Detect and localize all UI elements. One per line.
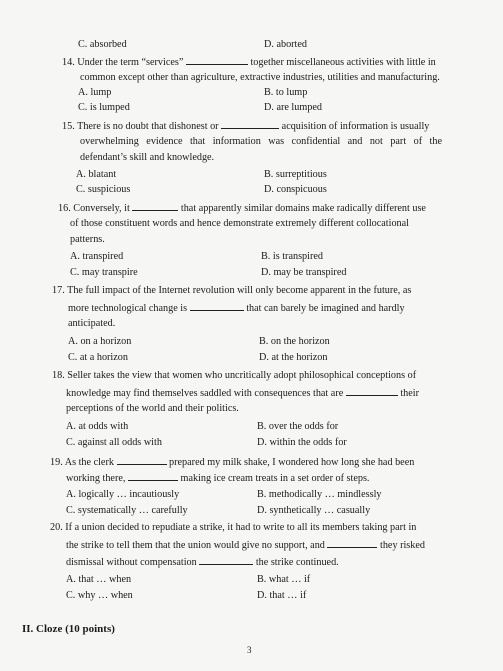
q19-option-c: C. systematically … carefully <box>66 505 188 516</box>
q13-option-d: D. aborted <box>264 39 307 50</box>
q19-stem-end: making ice cream treats in a set order of steps. <box>180 473 370 484</box>
q19-line-1 <box>50 455 414 469</box>
q19-blank-2 <box>128 471 178 481</box>
q20-line-3 <box>66 555 339 569</box>
q14-option-a: A. lump <box>78 87 112 98</box>
q18-stem-end: their <box>400 388 420 399</box>
q16-option-d: D. may be transpired <box>261 267 347 278</box>
q18-option-d: D. within the odds for <box>257 437 347 448</box>
q17-stem-start: more technological change is <box>68 303 188 314</box>
q16-option-c: C. may transpire <box>70 267 138 278</box>
q14-line-2: common except other than agriculture, extractive industries, utilities and manufacturing. <box>80 72 440 83</box>
q15-option-d: D. conspicuous <box>264 184 327 195</box>
q15-line-2: overwhelming evidence that information was confidential and not part of the <box>80 136 442 147</box>
q17-stem-end: that can barely be imagined and hardly <box>246 303 405 314</box>
q17-line-3: anticipated. <box>68 318 116 329</box>
q19-line-2 <box>66 471 369 485</box>
q18-line-3: perceptions of the world and their politics. <box>66 403 239 414</box>
q19-blank-1 <box>117 455 167 465</box>
q19-stem-start: 19. As the clerk <box>50 457 114 468</box>
q16-line-2: of those constituent words and hence demonstrate extremely different collocational <box>70 218 409 229</box>
q20-stem-start: the strike to tell them that the union would give no support, and <box>66 540 325 551</box>
q15-option-c: C. suspicious <box>76 184 131 195</box>
q17-blank <box>190 301 244 311</box>
q17-option-b: B. on the horizon <box>259 336 330 347</box>
q15-option-a: A. blatant <box>76 169 117 180</box>
section-heading-cloze: II. Cloze (10 points) <box>22 623 115 635</box>
q20-option-a: A. that … when <box>66 574 132 585</box>
q16-stem-start: 16. Conversely, it <box>58 203 130 214</box>
q20-option-d: D. that … if <box>257 590 307 601</box>
q18-stem-start: knowledge may find themselves saddled with consequences that are <box>66 388 344 399</box>
q13-option-c: C. absorbed <box>78 39 127 50</box>
q18-line-1: 18. Seller takes the view that women who uncritically adopt philosophical conceptions of <box>52 370 417 381</box>
q14-line-1 <box>62 55 436 69</box>
q16-line-3: patterns. <box>70 234 105 245</box>
q14-option-b: B. to lump <box>264 87 308 98</box>
q14-stem-start: 14. Under the term “services” <box>62 57 184 68</box>
q15-stem-start: 15. There is no doubt that dishonest or <box>62 121 219 132</box>
q19-option-b: B. methodically … mindlessly <box>257 489 382 500</box>
q15-stem-end: acquisition of information is usually <box>281 121 430 132</box>
q20-line-1: 20. If a union decided to repudiate a strike, it had to write to all its members taking part in <box>50 522 417 533</box>
q20-stem-mid: they risked <box>380 540 425 551</box>
q14-stem-end: together miscellaneous activities with little in <box>250 57 436 68</box>
q16-option-b: B. is transpired <box>261 251 323 262</box>
page-number: 3 <box>247 645 252 655</box>
q18-option-a: A. at odds with <box>66 421 129 432</box>
q18-blank <box>346 386 398 396</box>
q20-line-2 <box>66 538 425 552</box>
q14-option-d: D. are lumped <box>264 102 322 113</box>
q20-option-c: C. why … when <box>66 590 133 601</box>
q17-line-2 <box>68 301 405 315</box>
q17-option-d: D. at the horizon <box>259 352 328 363</box>
q20-blank-2 <box>199 555 253 565</box>
q16-stem-end: that apparently similar domains make radically different use <box>180 203 426 214</box>
q14-option-c: C. is lumped <box>78 102 130 113</box>
q18-line-2 <box>66 386 419 400</box>
q19-stem-start-2: working there, <box>66 473 126 484</box>
q16-option-a: A. transpired <box>70 251 124 262</box>
q17-line-1: 17. The full impact of the Internet revolution will only become apparent in the future, as <box>52 285 412 296</box>
q19-option-a: A. logically … incautiously <box>66 489 180 500</box>
q19-stem-mid: prepared my milk shake, I wondered how long she had been <box>169 457 415 468</box>
q19-option-d: D. synthetically … casually <box>257 505 371 516</box>
q18-option-b: B. over the odds for <box>257 421 339 432</box>
q16-blank <box>132 201 178 211</box>
q15-option-b: B. surreptitious <box>264 169 327 180</box>
q20-stem-start-2: dismissal without compensation <box>66 557 197 568</box>
q20-blank-1 <box>327 538 377 548</box>
q20-stem-end: the strike continued. <box>255 557 339 568</box>
q14-blank <box>186 55 248 65</box>
q18-option-c: C. against all odds with <box>66 437 162 448</box>
q15-blank <box>221 119 279 129</box>
q20-option-b: B. what … if <box>257 574 311 585</box>
q16-line-1 <box>58 201 426 215</box>
q15-line-1 <box>62 119 429 133</box>
q17-option-a: A. on a horizon <box>68 336 132 347</box>
q17-option-c: C. at a horizon <box>68 352 128 363</box>
q15-line-3: defendant’s skill and knowledge. <box>80 152 215 163</box>
